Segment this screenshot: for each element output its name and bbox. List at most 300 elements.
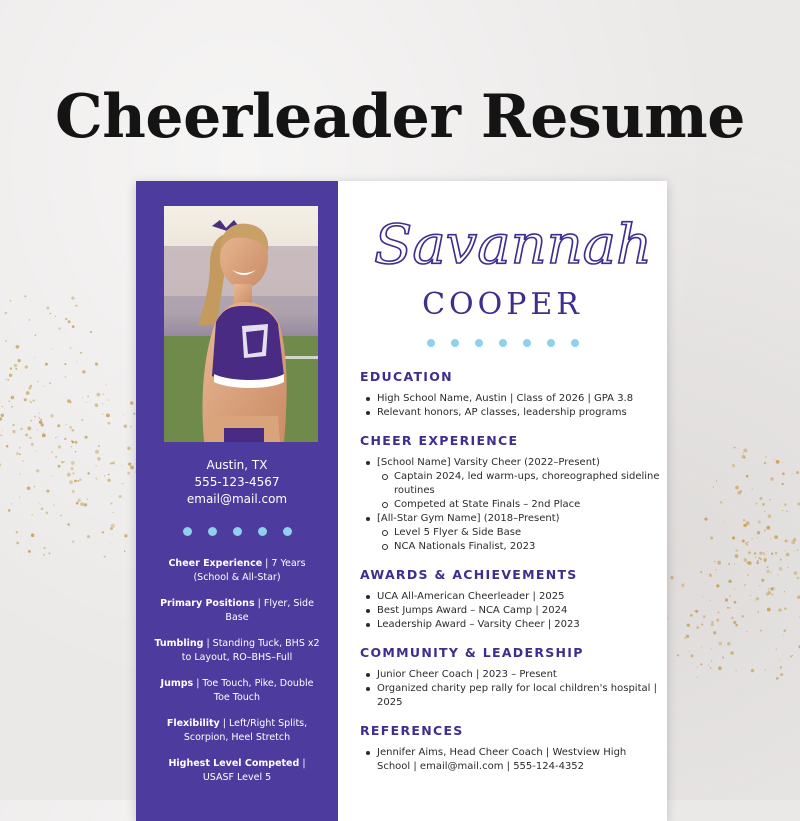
glitter-speck [95, 477, 97, 479]
glitter-speck [760, 558, 762, 560]
glitter-speck [96, 479, 97, 480]
glitter-speck [748, 561, 752, 565]
glitter-speck [780, 666, 782, 668]
skill-item [154, 677, 320, 705]
glitter-speck [19, 497, 20, 498]
glitter-speck [747, 561, 749, 563]
glitter-speck [34, 416, 36, 418]
glitter-speck [34, 486, 36, 488]
glitter-speck [760, 497, 763, 500]
glitter-speck [41, 419, 42, 420]
glitter-speck [29, 319, 31, 321]
glitter-speck [717, 561, 721, 565]
glitter-speck [16, 345, 20, 349]
glitter-speck [743, 519, 745, 521]
glitter-speck [30, 385, 33, 388]
glitter-speck [787, 567, 788, 568]
glitter-speck [794, 551, 795, 552]
first-name: Savannah [374, 213, 652, 276]
section-heading: EDUCATION [360, 369, 660, 384]
glitter-speck [30, 401, 32, 403]
glitter-speck [79, 479, 81, 481]
glitter-speck [713, 486, 714, 487]
skills-list [154, 557, 320, 797]
glitter-speck [127, 447, 130, 450]
glitter-speck [701, 646, 702, 647]
glitter-speck [768, 514, 772, 518]
glitter-speck [787, 549, 788, 550]
glitter-speck [77, 361, 78, 362]
glitter-speck [792, 473, 793, 474]
glitter-speck [40, 419, 42, 421]
glitter-speck [764, 529, 766, 531]
glitter-speck [776, 677, 779, 680]
glitter-speck [72, 325, 75, 328]
glitter-speck [741, 615, 744, 618]
glitter-speck [35, 335, 37, 337]
glitter-speck [14, 364, 18, 368]
glitter-speck [742, 539, 745, 542]
skill-label: Cheer Experience [168, 558, 262, 569]
glitter-speck [40, 504, 41, 505]
glitter-speck [24, 295, 26, 297]
name-dot-divider [338, 339, 667, 347]
glitter-speck [735, 486, 739, 490]
glitter-speck [107, 479, 110, 482]
glitter-speck [8, 509, 11, 512]
glitter-speck [775, 552, 778, 555]
glitter-speck [76, 502, 79, 505]
section-heading: CHEER EXPERIENCE [360, 433, 660, 448]
glitter-speck [746, 521, 750, 525]
glitter-speck [791, 540, 795, 544]
glitter-speck [782, 483, 784, 485]
glitter-speck [737, 491, 741, 495]
glitter-speck [39, 417, 40, 418]
glitter-speck [67, 523, 70, 526]
glitter-speck [70, 467, 73, 470]
glitter-speck [696, 626, 699, 629]
glitter-speck [677, 654, 679, 656]
glitter-speck [85, 436, 88, 439]
skill-value: | Flyer, Side Base [225, 598, 314, 623]
glitter-speck [763, 554, 765, 556]
glitter-speck [751, 538, 752, 539]
sub-list-item: Competed at State Finals – 2nd Place [360, 498, 660, 512]
profile-photo [164, 206, 318, 442]
glitter-speck [779, 567, 783, 571]
glitter-speck [728, 563, 730, 565]
glitter-speck [16, 452, 19, 455]
glitter-speck [754, 601, 755, 602]
glitter-speck [7, 379, 9, 381]
glitter-speck [12, 374, 13, 375]
glitter-speck [757, 560, 758, 561]
glitter-speck [718, 642, 722, 646]
glitter-speck [130, 426, 131, 427]
glitter-speck [765, 669, 766, 670]
contact-info [136, 457, 338, 508]
glitter-speck [765, 456, 767, 458]
glitter-speck [722, 657, 724, 659]
glitter-speck [759, 551, 762, 554]
list-item: Organized charity pep rally for local children's hospital | 2025 [360, 682, 660, 710]
glitter-speck [761, 579, 764, 582]
list-item: Leadership Award – Varsity Cheer | 2023 [360, 618, 660, 632]
glitter-speck [16, 454, 17, 455]
glitter-speck [65, 376, 67, 378]
glitter-speck [748, 551, 751, 554]
divider-dot [208, 527, 217, 536]
glitter-speck [102, 531, 105, 534]
glitter-speck [57, 424, 60, 427]
glitter-speck [732, 536, 735, 539]
glitter-speck [87, 472, 89, 474]
glitter-speck [730, 651, 734, 655]
glitter-speck [778, 608, 781, 611]
glitter-speck [22, 460, 24, 462]
glitter-speck [735, 670, 736, 671]
glitter-speck [72, 441, 74, 443]
glitter-speck [71, 429, 74, 432]
glitter-speck [697, 667, 698, 668]
glitter-speck [110, 503, 112, 505]
glitter-speck [735, 624, 738, 627]
glitter-speck [734, 588, 735, 589]
glitter-speck [20, 428, 22, 430]
glitter-speck [778, 574, 779, 575]
glitter-speck [771, 587, 774, 590]
glitter-speck [786, 553, 790, 557]
email-text: email@mail.com [136, 491, 338, 508]
section-heading: AWARDS & ACHIEVEMENTS [360, 567, 660, 582]
list-item: Junior Cheer Coach | 2023 – Present [360, 668, 660, 682]
glitter-speck [727, 642, 730, 645]
glitter-speck [703, 615, 706, 618]
banner-title: Cheerleader Resume [0, 82, 800, 152]
community-section [360, 645, 660, 710]
skill-item [154, 637, 320, 665]
glitter-speck [710, 667, 712, 669]
glitter-speck [51, 476, 52, 477]
list-item: [All-Star Gym Name] (2018–Present) [360, 512, 660, 526]
glitter-speck [95, 363, 98, 366]
glitter-speck [756, 561, 759, 564]
glitter-speck [29, 437, 31, 439]
glitter-speck [43, 554, 45, 556]
glitter-speck [767, 551, 768, 552]
glitter-speck [72, 490, 75, 493]
glitter-speck [743, 448, 747, 452]
glitter-speck [112, 512, 113, 513]
list-item: UCA All-American Cheerleader | 2025 [360, 590, 660, 604]
glitter-speck [70, 446, 72, 448]
glitter-speck [716, 619, 719, 622]
glitter-speck [32, 555, 33, 556]
skill-item [154, 597, 320, 625]
glitter-speck [46, 307, 49, 310]
glitter-speck [1, 414, 4, 417]
glitter-speck [770, 477, 774, 481]
glitter-speck [704, 518, 707, 521]
skill-item [154, 557, 320, 585]
glitter-speck [82, 397, 83, 398]
glitter-speck [119, 495, 122, 498]
divider-dot [523, 339, 531, 347]
glitter-speck [44, 386, 45, 387]
glitter-speck [19, 447, 21, 449]
glitter-speck [2, 406, 3, 407]
glitter-speck [28, 550, 31, 553]
glitter-speck [734, 601, 737, 604]
glitter-speck [37, 429, 38, 430]
glitter-speck [711, 660, 713, 662]
glitter-speck [11, 406, 13, 408]
glitter-speck [5, 312, 7, 314]
glitter-speck [84, 503, 87, 506]
glitter-speck [41, 507, 44, 510]
glitter-speck [716, 584, 719, 587]
glitter-speck [30, 420, 32, 422]
divider-dot [547, 339, 555, 347]
sub-list-item: NCA Nationals Finalist, 2023 [360, 540, 660, 554]
glitter-speck [784, 503, 787, 506]
glitter-speck [711, 623, 714, 626]
glitter-speck [784, 591, 785, 592]
divider-dot [499, 339, 507, 347]
list-item: Best Jumps Award – NCA Camp | 2024 [360, 604, 660, 618]
glitter-speck [12, 424, 14, 426]
glitter-speck [25, 365, 28, 368]
glitter-speck [104, 556, 106, 558]
glitter-speck [71, 296, 74, 299]
glitter-speck [734, 447, 736, 449]
glitter-speck [670, 576, 673, 579]
glitter-speck [110, 527, 113, 530]
glitter-speck [42, 434, 46, 438]
glitter-speck [11, 396, 14, 399]
glitter-speck [75, 305, 77, 307]
glitter-speck [31, 443, 34, 446]
glitter-speck [739, 490, 742, 493]
glitter-speck [58, 465, 61, 468]
glitter-speck [77, 499, 81, 503]
glitter-speck [776, 460, 780, 464]
glitter-speck [743, 456, 745, 458]
glitter-speck [49, 382, 51, 384]
list-item: High School Name, Austin | Class of 2026 | GPA 3.8 [360, 392, 660, 406]
glitter-speck [690, 654, 693, 657]
divider-dot [283, 527, 292, 536]
glitter-speck [32, 399, 34, 401]
resume-page [136, 181, 667, 821]
glitter-speck [46, 512, 49, 515]
glitter-speck [763, 552, 765, 554]
glitter-speck [127, 472, 130, 475]
glitter-speck [12, 430, 15, 433]
glitter-speck [747, 541, 749, 543]
glitter-speck [784, 607, 786, 609]
glitter-speck [710, 600, 711, 601]
glitter-speck [24, 398, 27, 401]
list-item: Jennifer Aims, Head Cheer Coach | Westview High School | email@mail.com | 555-124-4352 [360, 746, 660, 774]
glitter-speck [57, 436, 58, 437]
glitter-speck [75, 441, 78, 444]
glitter-speck [709, 574, 712, 577]
glitter-speck [10, 367, 12, 369]
glitter-speck [716, 480, 717, 481]
awards-section [360, 567, 660, 632]
glitter-speck [10, 300, 11, 301]
glitter-speck [745, 542, 747, 544]
glitter-speck [69, 426, 72, 429]
glitter-speck [785, 539, 788, 542]
glitter-speck [6, 379, 7, 380]
glitter-speck [689, 651, 690, 652]
glitter-speck [782, 462, 783, 463]
skill-label: Flexibility [167, 718, 220, 729]
glitter-speck [0, 417, 2, 421]
location-text: Austin, TX [136, 457, 338, 474]
resume-sidebar [136, 181, 338, 821]
cheerleader-portrait-image [164, 206, 318, 442]
glitter-speck [9, 401, 10, 402]
glitter-speck [757, 531, 760, 534]
glitter-speck [60, 515, 62, 517]
glitter-speck [747, 574, 749, 576]
glitter-speck [790, 655, 792, 657]
glitter-speck [67, 399, 71, 403]
glitter-speck [690, 614, 693, 617]
glitter-speck [122, 483, 123, 484]
glitter-speck [35, 357, 36, 358]
skill-label: Primary Positions [160, 598, 255, 609]
glitter-speck [43, 547, 45, 549]
glitter-speck [760, 630, 762, 632]
glitter-speck [18, 359, 21, 362]
glitter-speck [782, 472, 785, 475]
glitter-speck [55, 316, 56, 317]
glitter-speck [766, 526, 770, 530]
first-name-script [368, 195, 658, 295]
glitter-speck [39, 502, 40, 503]
glitter-speck [108, 399, 110, 401]
glitter-speck [796, 471, 799, 474]
glitter-speck [742, 455, 746, 459]
glitter-speck [792, 655, 793, 656]
skill-value: | Standing Tuck, BHS x2 to Layout, RO–BHS–Full [182, 638, 320, 663]
glitter-speck [743, 558, 747, 562]
skill-item [154, 717, 320, 745]
glitter-speck [702, 596, 703, 597]
glitter-speck [87, 395, 89, 397]
glitter-speck [746, 631, 748, 633]
divider-dot [571, 339, 579, 347]
glitter-speck [74, 480, 77, 483]
glitter-speck [710, 537, 713, 540]
glitter-speck [780, 673, 783, 676]
glitter-speck [28, 387, 31, 390]
divider-dot [451, 339, 459, 347]
glitter-speck [764, 462, 766, 464]
sub-list-item: Captain 2024, led warm-ups, choreographed sideline routines [360, 470, 660, 498]
glitter-speck [38, 412, 39, 413]
experience-section [360, 433, 660, 554]
glitter-speck [717, 611, 719, 613]
section-heading: COMMUNITY & LEADERSHIP [360, 645, 660, 660]
glitter-speck [775, 589, 776, 590]
glitter-speck [35, 451, 36, 452]
glitter-speck [694, 610, 696, 612]
glitter-speck [16, 531, 18, 533]
glitter-speck [128, 463, 131, 466]
list-item: [School Name] Varsity Cheer (2022–Present) [360, 456, 660, 470]
skill-item [154, 757, 320, 785]
glitter-speck [771, 553, 773, 555]
glitter-speck [64, 438, 66, 440]
glitter-speck [767, 566, 769, 568]
glitter-speck [756, 503, 758, 505]
glitter-speck [124, 534, 127, 537]
glitter-speck [58, 327, 61, 330]
glitter-speck [65, 318, 67, 320]
glitter-speck [780, 660, 781, 661]
glitter-speck [774, 535, 778, 539]
glitter-speck [55, 456, 57, 458]
glitter-speck [700, 571, 702, 573]
skill-label: Tumbling [154, 638, 203, 649]
glitter-speck [759, 585, 760, 586]
glitter-speck [766, 593, 769, 596]
glitter-speck [46, 490, 49, 493]
glitter-speck [70, 347, 72, 349]
glitter-speck [754, 552, 756, 554]
glitter-speck [104, 475, 105, 476]
glitter-speck [784, 630, 787, 633]
glitter-speck [108, 422, 111, 425]
glitter-speck [45, 363, 48, 366]
glitter-speck [29, 400, 30, 401]
list-item: Relevant honors, AP classes, leadership programs [360, 406, 660, 420]
glitter-speck [31, 534, 35, 538]
glitter-speck [701, 623, 703, 625]
glitter-speck [71, 461, 75, 465]
glitter-speck [771, 572, 772, 573]
glitter-speck [19, 453, 21, 455]
glitter-speck [58, 445, 61, 448]
skill-value: | USASF Level 5 [203, 758, 306, 783]
glitter-speck [750, 595, 751, 596]
glitter-speck [786, 510, 788, 512]
glitter-speck [49, 313, 50, 314]
glitter-speck [50, 414, 53, 417]
education-section [360, 369, 660, 420]
glitter-speck [27, 426, 31, 430]
glitter-speck [112, 462, 115, 465]
glitter-speck [53, 504, 55, 506]
glitter-speck [102, 454, 103, 455]
glitter-speck [729, 607, 730, 608]
glitter-speck [793, 538, 796, 541]
glitter-speck [728, 580, 731, 583]
glitter-speck [97, 457, 100, 460]
glitter-speck [770, 588, 771, 589]
glitter-speck [102, 403, 103, 404]
glitter-speck [97, 393, 101, 397]
glitter-speck [764, 560, 766, 562]
glitter-speck [758, 557, 760, 559]
first-name-svg [368, 195, 658, 295]
